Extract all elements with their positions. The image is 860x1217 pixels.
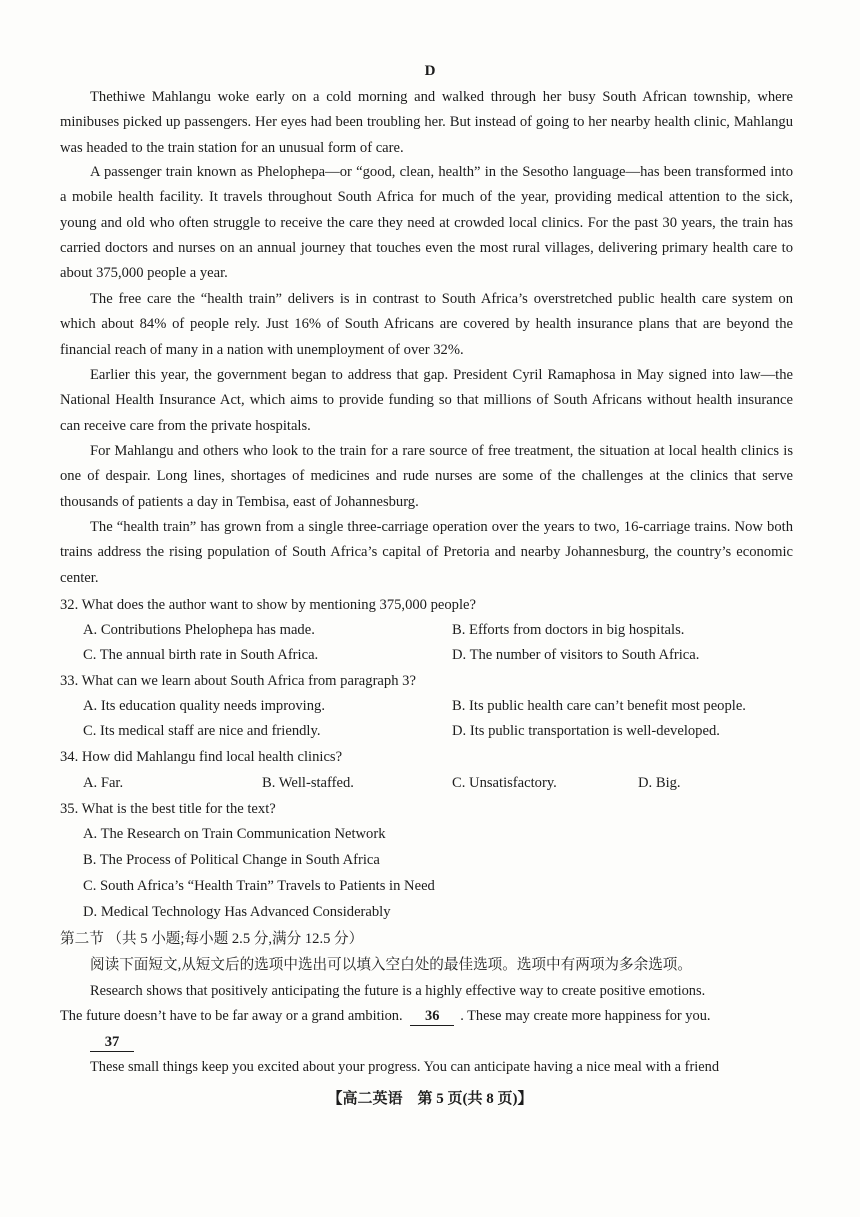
question-34-option-b[interactable]: B. Well-staffed. xyxy=(262,775,354,791)
section-2-line-3: These small things keep you excited about your progress. You can anticipate having a nice meal with a friend xyxy=(90,1059,720,1075)
question-35-option-b[interactable]: B. The Process of Political Change in South Africa xyxy=(83,852,380,868)
question-32-option-b[interactable]: B. Efforts from doctors in big hospitals. xyxy=(452,622,685,638)
passage-paragraph-1: Thethiwe Mahlangu woke early on a cold morning and walked through her busy South African township, where minibuses picked up passengers. Her eyes had been troubling her. But instead of going to her nearby health clinic, Mahlangu was headed to the train station for an unusual form of care. xyxy=(60,89,793,156)
question-35-stem: 35. What is the best title for the text? xyxy=(60,801,276,817)
passage-letter: D xyxy=(424,63,436,79)
question-34-stem: 34. How did Mahlangu find local health clinics? xyxy=(60,749,343,765)
question-33-option-b[interactable]: B. Its public health care can’t benefit most people. xyxy=(452,698,746,714)
question-35-option-c[interactable]: C. South Africa’s “Health Train” Travels to Patients in Need xyxy=(83,878,435,894)
section-2-header: 第二节 （共 5 小题;每小题 2.5 分,满分 12.5 分） xyxy=(60,931,364,947)
passage-paragraph-4: Earlier this year, the government began to address that gap. President Cyril Ramaphosa in May signed into law—the National Health Insurance Act, which aims to provide funding so that millions of South Africans without health insurance can receive care from the private hospitals. xyxy=(60,367,793,434)
question-32-option-a[interactable]: A. Contributions Phelophepa has made. xyxy=(83,622,315,638)
line-2-after-blank: . These may create more happiness for you. xyxy=(460,1008,711,1024)
blank-37[interactable]: 37 xyxy=(90,1033,134,1052)
question-33-option-d[interactable]: D. Its public transportation is well-developed. xyxy=(452,723,720,739)
question-34-option-c[interactable]: C. Unsatisfactory. xyxy=(452,775,557,791)
page-footer: 【高二英语 第 5 页(共 8 页)】 xyxy=(327,1091,533,1107)
section-2-line-blank-37 xyxy=(90,1030,140,1055)
question-35-option-d[interactable]: D. Medical Technology Has Advanced Considerably xyxy=(83,904,391,920)
blank-36[interactable]: 36 xyxy=(410,1007,454,1026)
passage-paragraph-5: For Mahlangu and others who look to the train for a rare source of free treatment, the situation at local health clinics is one of despair. Long lines, shortages of medicines and rude nurses are some of the challenges at the clinics that serve thousands of patients a day in Tembisa, east of Johannesburg. xyxy=(60,443,793,510)
question-32-option-d[interactable]: D. The number of visitors to South Africa. xyxy=(452,647,700,663)
question-32-option-c[interactable]: C. The annual birth rate in South Africa. xyxy=(83,647,319,663)
section-2-line-1: Research shows that positively anticipating the future is a highly effective way to create positive emotions. xyxy=(90,983,706,999)
question-34-option-d[interactable]: D. Big. xyxy=(638,775,681,791)
line-2-before-blank: The future doesn’t have to be far away or a grand ambition. xyxy=(60,1008,403,1024)
question-33-option-c[interactable]: C. Its medical staff are nice and friendly. xyxy=(83,723,321,739)
passage-paragraph-6: The “health train” has grown from a single three-carriage operation over the years to two, 16-carriage trains. Now both trains address the rising population of South Africa’s capital of Pretoria and nearby Johannesburg, the country’s economic center. xyxy=(60,519,793,586)
passage-paragraph-2: A passenger train known as Phelophepa—or “good, clean, health” in the Sesotho language—has been transformed into a mobile health facility. It travels throughout South Africa for much of the year, providing medical attention to the sick, young and old who often struggle to receive the care they need at crowded local clinics. For the past 30 years, the train has carried doctors and nurses on an annual journey that touches even the most rural villages, delivering primary health care to about 375,000 people a year. xyxy=(60,164,793,282)
passage-paragraph-3: The free care the “health train” delivers is in contrast to South Africa’s overstretched public health care system on which about 84% of people rely. Just 16% of South Africans are covered by health insurance plans that are beyond the financial reach of many in a nation with unemployment of over 32%. xyxy=(60,291,793,358)
question-35-option-a[interactable]: A. The Research on Train Communication Network xyxy=(83,826,386,842)
question-34-option-a[interactable]: A. Far. xyxy=(83,775,124,791)
question-32-stem: 32. What does the author want to show by mentioning 375,000 people? xyxy=(60,597,476,613)
question-33-stem: 33. What can we learn about South Africa from paragraph 3? xyxy=(60,673,416,689)
question-33-option-a[interactable]: A. Its education quality needs improving. xyxy=(83,698,325,714)
section-2-instruction: 阅读下面短文,从短文后的选项中选出可以填入空白处的最佳选项。选项中有两项为多余选项。 xyxy=(90,957,692,973)
section-2-line-2 xyxy=(60,1004,711,1029)
